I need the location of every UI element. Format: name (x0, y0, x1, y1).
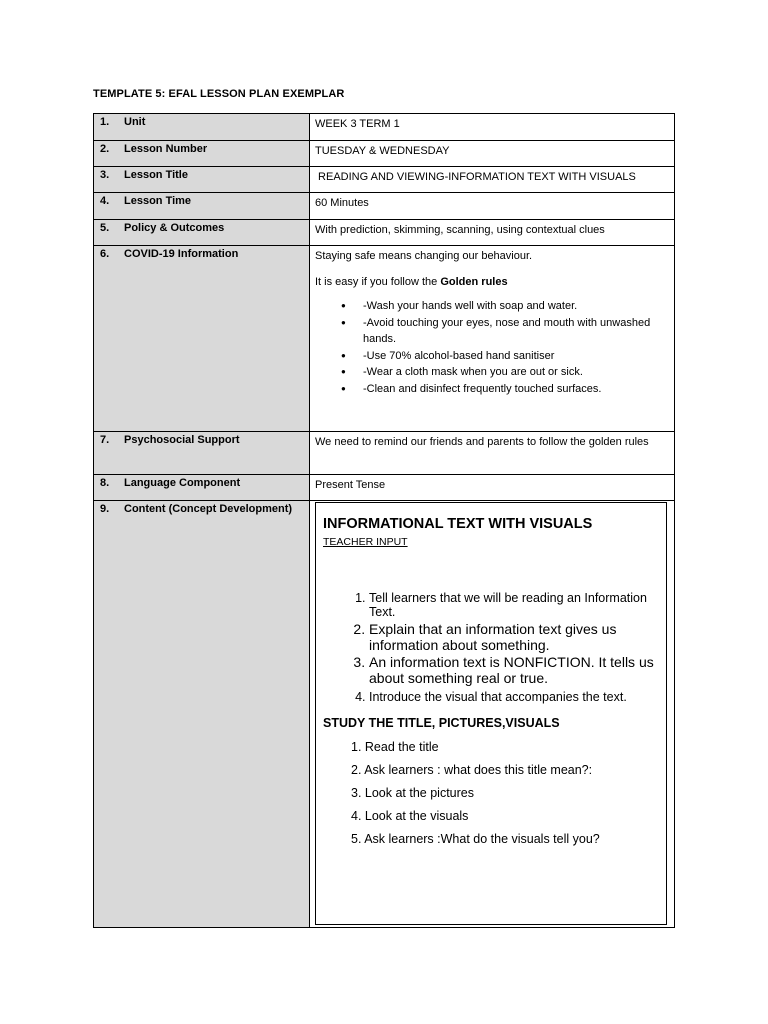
value-cell (310, 432, 675, 475)
table-row-unit (94, 114, 675, 141)
unit-value: WEEK 3 TERM 1 (315, 118, 400, 130)
list-item: 1. Tell learners that we will be reading an Information Text. (369, 591, 659, 619)
value-cell (310, 475, 675, 501)
label-cell (94, 220, 310, 246)
row-number: 9. (100, 503, 110, 515)
teacher-input-heading: TEACHER INPUT (323, 536, 408, 548)
row-label: Unit (124, 116, 146, 128)
table-row-policy (94, 220, 675, 246)
covid-line-1: Staying safe means changing our behaviour. (315, 250, 533, 262)
table-row-lesson-number (94, 141, 675, 167)
label-cell (94, 193, 310, 220)
label-cell (94, 475, 310, 501)
table-row-lesson-title (94, 167, 675, 193)
list-item: ● -Wear a cloth mask when you are out or sick. (341, 364, 674, 381)
list-item: 2. Explain that an information text gives us information about something. (369, 621, 659, 653)
label-cell (94, 246, 310, 432)
list-item: 3. Look at the pictures (351, 786, 474, 800)
list-item: 5. Ask learners :What do the visuals tell you? (351, 832, 600, 846)
table-row-lesson-time (94, 193, 675, 220)
table-row-covid (94, 246, 675, 432)
row-label: Policy & Outcomes (124, 222, 225, 234)
list-item: ● -Wash your hands well with soap and water. (341, 298, 674, 315)
list-item: 1. Read the title (351, 740, 439, 754)
row-number: 4. (100, 195, 110, 207)
golden-rules-list (315, 298, 674, 397)
covid-line-2 (315, 274, 674, 290)
label-cell (94, 141, 310, 167)
row-label: Lesson Title (124, 169, 188, 181)
list-item: 3. An information text is NONFICTION. It tells us about something real or true. (369, 654, 659, 686)
lesson-title-value: READING AND VIEWING-INFORMATION TEXT WITH VISUALS (315, 171, 636, 183)
list-item: ● -Use 70% alcohol-based hand sanitiser (341, 348, 674, 365)
row-number: 5. (100, 222, 110, 234)
row-label: Lesson Number (124, 143, 208, 155)
language-value: Present Tense (315, 479, 386, 491)
list-item: 4. Look at the visuals (351, 809, 469, 823)
value-cell (310, 246, 675, 432)
policy-value: With prediction, skimming, scanning, using contextual clues (315, 224, 605, 236)
list-item: 4. Introduce the visual that accompanies the text. (369, 690, 659, 704)
row-label: Content (Concept Development) (124, 503, 293, 515)
row-label: Psychosocial Support (124, 434, 240, 446)
value-cell (310, 193, 675, 220)
content-title: INFORMATIONAL TEXT WITH VISUALS (323, 516, 593, 532)
row-label: COVID-19 Information (124, 248, 239, 260)
teacher-input-list (323, 591, 659, 704)
row-number: 3. (100, 169, 110, 181)
row-label: Lesson Time (124, 195, 192, 207)
row-number: 1. (100, 116, 110, 128)
study-heading: STUDY THE TITLE, PICTURES,VISUALS (323, 716, 560, 730)
content-textbox (315, 502, 667, 925)
value-cell (310, 114, 675, 141)
label-cell (94, 432, 310, 475)
table-row-language (94, 475, 675, 501)
row-number: 8. (100, 477, 110, 489)
row-number: 6. (100, 248, 110, 260)
lesson-time-value: 60 Minutes (315, 197, 369, 209)
list-item: ● -Avoid touching your eyes, nose and mouth with unwashed hands. (341, 315, 674, 348)
golden-rules-text: Golden rules (440, 276, 508, 288)
row-number: 2. (100, 143, 110, 155)
row-number: 7. (100, 434, 110, 446)
label-cell (94, 501, 310, 928)
psychosocial-value: We need to remind our friends and parents to follow the golden rules (315, 436, 649, 448)
value-cell (310, 220, 675, 246)
value-cell (310, 141, 675, 167)
study-steps-list (351, 740, 600, 855)
list-item: 2. Ask learners : what does this title mean?: (351, 763, 593, 777)
list-item: ● -Clean and disinfect frequently touched surfaces. (341, 381, 674, 398)
value-cell (310, 167, 675, 193)
row-label: Language Component (124, 477, 241, 489)
document-title: TEMPLATE 5: EFAL LESSON PLAN EXEMPLAR (93, 88, 345, 100)
label-cell (94, 114, 310, 141)
table-row-psychosocial (94, 432, 675, 475)
lesson-number-value: TUESDAY & WEDNESDAY (315, 145, 450, 157)
label-cell (94, 167, 310, 193)
covid-line-2-prefix: It is easy if you follow the (315, 276, 441, 288)
